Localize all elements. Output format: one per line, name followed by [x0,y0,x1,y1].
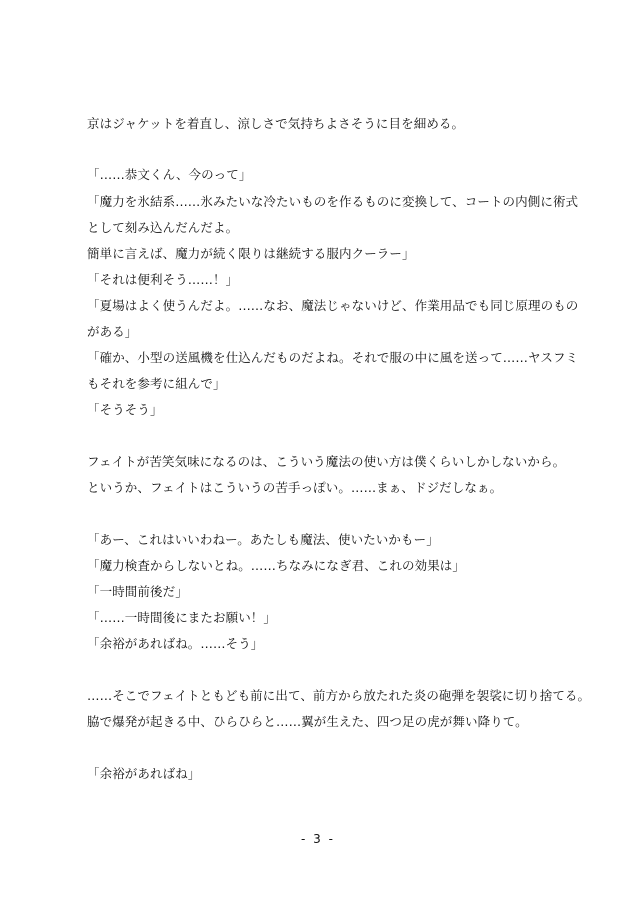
text-line-8: がある」 [87,324,138,339]
text-line-9: 「確か、小型の送風機を仕込んだものだよね。それで服の中に風を送って……ヤスフミ [87,350,579,365]
text-line-17: 「……一時間後にまたお願い！」 [87,610,277,625]
text-line-15: 「魔力検査からしないとね。……ちなみになぎ君、これの効果は」 [87,558,466,573]
text-line-10: もそれを参考に組んで」 [87,376,226,391]
text-line-18: 「余裕があればね。……そう」 [87,636,264,651]
page-number: - 3 - [301,832,335,846]
text-line-20: 脇で爆発が起きる中、ひらひらと……翼が生えた、四つ足の虎が舞い降りて。 [87,714,528,729]
text-line-4: として刻み込んだんだよ。 [87,220,239,235]
text-line-21: 「余裕があればね」 [87,766,201,781]
text-line-1: 京はジャケットを着直し、涼しさで気持ちよさそうに目を細める。 [87,116,465,131]
text-line-2: 「……恭文くん、今のって」 [87,167,252,182]
text-line-14: 「あー、これはいいわねー。あたしも魔法、使いたいかもー」 [87,532,439,547]
text-line-13: というか、フェイトはこういうの苦手っぽい。……まぁ、ドジだしなぁ。 [87,480,503,495]
text-line-19: ……そこでフェイトともども前に出て、前方から放たれた炎の砲弾を袈裟に切り捨てる。 [87,688,591,703]
text-line-12: フェイトが苦笑気味になるのは、こういう魔法の使い方は僕くらいしかしないから。 [87,454,566,469]
text-line-16: 「一時間前後だ」 [87,584,188,599]
text-line-3: 「魔力を氷結系……氷みたいな冷たいものを作るものに変換して、コートの内側に術式 [87,194,579,209]
text-line-5: 簡単に言えば、魔力が続く限りは継続する服内クーラー」 [87,246,415,261]
text-line-11: 「そうそう」 [87,402,163,417]
text-line-7: 「夏場はよく使うんだよ。……なお、魔法じゃないけど、作業用品でも同じ原理のもの [87,298,579,313]
text-line-6: 「それは便利そう……！」 [87,272,239,287]
